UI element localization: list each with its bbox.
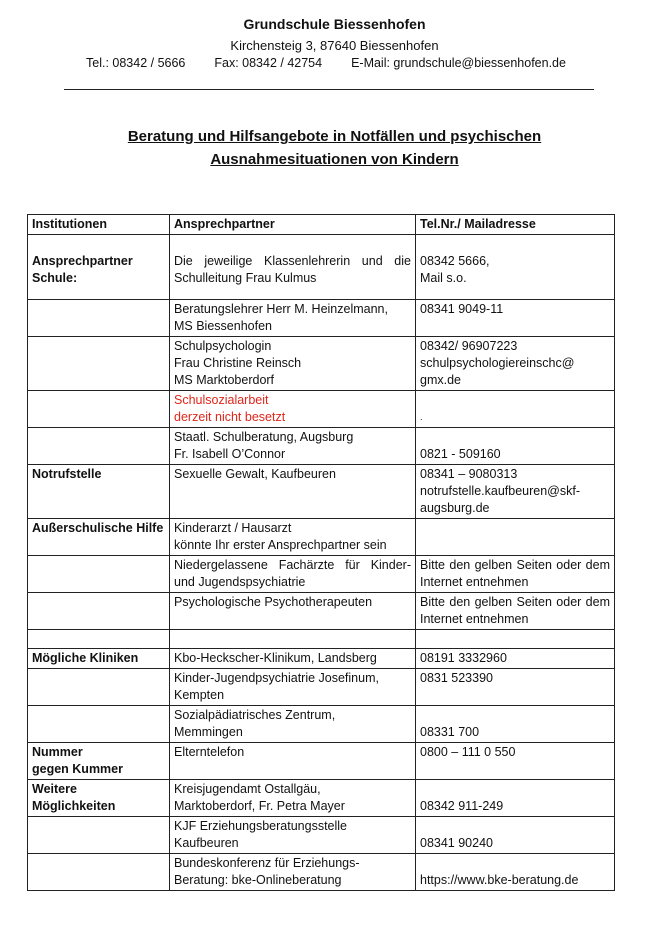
phone-mail-cell: 08331 700 xyxy=(416,706,615,743)
contact-person-cell: Schulpsychologin Frau Christine Reinsch MS Marktoberdorf xyxy=(170,337,416,391)
table-row xyxy=(28,649,615,669)
contact-person-cell: Kinderarzt / Hausarzt könnte Ihr erster Ansprechpartner sein xyxy=(170,519,416,556)
table-row xyxy=(28,854,615,891)
institution-cell xyxy=(28,854,170,891)
email-address[interactable]: E-Mail: grundschule@biessenhofen.de xyxy=(351,56,566,70)
contact-person-cell: Beratungslehrer Herr M. Heinzelmann, MS Biessenhofen xyxy=(170,300,416,337)
contact-person-cell: Sozialpädiatrisches Zentrum, Memmingen xyxy=(170,706,416,743)
phone-mail-cell: https://www.bke-beratung.de xyxy=(416,854,615,891)
table-row xyxy=(28,391,615,428)
contact-person-cell: Kinder-Jugendpsychiatrie Josefinum, Kempten xyxy=(170,669,416,706)
table-row xyxy=(28,300,615,337)
table-row xyxy=(28,630,615,649)
phone-number: Tel.: 08342 / 5666 xyxy=(86,56,186,70)
contact-person-cell: Staatl. Schulberatung, Augsburg Fr. Isabell O’Connor xyxy=(170,428,416,465)
table-row xyxy=(28,519,615,556)
table-row xyxy=(28,556,615,593)
contact-person-cell: Die jeweilige Klassenlehrerin und die Schulleitung Frau Kulmus xyxy=(170,235,416,300)
institution-cell xyxy=(28,391,170,428)
institution-cell xyxy=(28,706,170,743)
phone-mail-cell: 08191 3332960 xyxy=(416,649,615,669)
table-row xyxy=(28,743,615,780)
phone-mail-cell: 08342 911-249 xyxy=(416,780,615,817)
contact-person-cell: Bundeskonferenz für Erziehungs- Beratung: bke-Onlineberatung xyxy=(170,854,416,891)
institution-cell xyxy=(28,630,170,649)
institution-cell: Mögliche Kliniken xyxy=(28,649,170,669)
institution-cell xyxy=(28,300,170,337)
title-line-2: Ausnahmesituationen von Kindern xyxy=(210,151,459,168)
phone-mail-cell: 0831 523390 xyxy=(416,669,615,706)
phone-mail-cell xyxy=(416,519,615,556)
school-address: Kirchensteig 3, 87640 Biessenhofen xyxy=(230,38,439,53)
table-row xyxy=(28,817,615,854)
phone-mail-cell: 0821 - 509160 xyxy=(416,428,615,465)
institution-cell: Weitere Möglichkeiten xyxy=(28,780,170,817)
institution-cell xyxy=(28,817,170,854)
phone-mail-cell: 08342/ 96907223 schulpsychologiereinschc@ gmx.de xyxy=(416,337,615,391)
phone-mail-cell: 08341 9049-11 xyxy=(416,300,615,337)
phone-mail-cell: 08341 – 9080313 notrufstelle.kaufbeuren@skf- augsburg.de xyxy=(416,465,615,519)
contact-person-cell: Sexuelle Gewalt, Kaufbeuren xyxy=(170,465,416,519)
institution-cell: Außerschulische Hilfe xyxy=(28,519,170,556)
institution-cell xyxy=(28,428,170,465)
institution-cell xyxy=(28,593,170,630)
institution-cell xyxy=(28,337,170,391)
table-row xyxy=(28,780,615,817)
contact-person-cell: Elterntelefon xyxy=(170,743,416,780)
contact-person-cell: Niedergelassene Fachärzte für Kinder- und Jugendspsychiatrie xyxy=(170,556,416,593)
fax-number: Fax: 08342 / 42754 xyxy=(214,56,323,70)
phone-mail-cell: 08341 90240 xyxy=(416,817,615,854)
school-name: Grundschule Biessenhofen xyxy=(243,16,426,32)
contact-person-cell: Psychologische Psychotherapeuten xyxy=(170,593,416,630)
phone-mail-cell: 08342 5666, Mail s.o. xyxy=(416,235,615,300)
institution-cell xyxy=(28,556,170,593)
table-row xyxy=(28,428,615,465)
table-row xyxy=(28,593,615,630)
title-line-1: Beratung und Hilfsangebote in Notfällen und psychischen xyxy=(127,128,542,145)
header-divider xyxy=(64,89,594,90)
contact-person-cell: KJF Erziehungsberatungsstelle Kaufbeuren xyxy=(170,817,416,854)
column-header-contact-person: Ansprechpartner xyxy=(170,215,416,235)
table-row xyxy=(28,337,615,391)
table-row xyxy=(28,235,615,300)
table-row xyxy=(28,465,615,519)
column-header-institutions: Institutionen xyxy=(28,215,170,235)
institution-cell: Ansprechpartner Schule: xyxy=(28,235,170,300)
table-row xyxy=(28,669,615,706)
institution-cell xyxy=(28,669,170,706)
document-title xyxy=(0,125,669,171)
phone-mail-cell: Bitte den gelben Seiten oder dem Internet entnehmen xyxy=(416,593,615,630)
contact-person-cell: Schulsozialarbeit derzeit nicht besetzt xyxy=(170,391,416,428)
contact-person-cell xyxy=(170,630,416,649)
phone-mail-cell: . xyxy=(416,391,615,428)
column-header-phone-mail: Tel.Nr./ Mailadresse xyxy=(416,215,615,235)
phone-mail-cell xyxy=(416,630,615,649)
contact-line xyxy=(86,56,566,70)
contact-person-cell: Kbo-Heckscher-Klinikum, Landsberg xyxy=(170,649,416,669)
table-row xyxy=(28,706,615,743)
phone-mail-cell: Bitte den gelben Seiten oder dem Internet entnehmen xyxy=(416,556,615,593)
phone-mail-cell: 0800 – 111 0 550 xyxy=(416,743,615,780)
contacts-table xyxy=(27,214,615,891)
table-header-row xyxy=(28,215,615,235)
contact-person-cell: Kreisjugendamt Ostallgäu, Marktoberdorf, Fr. Petra Mayer xyxy=(170,780,416,817)
institution-cell: Notrufstelle xyxy=(28,465,170,519)
institution-cell: Nummer gegen Kummer xyxy=(28,743,170,780)
